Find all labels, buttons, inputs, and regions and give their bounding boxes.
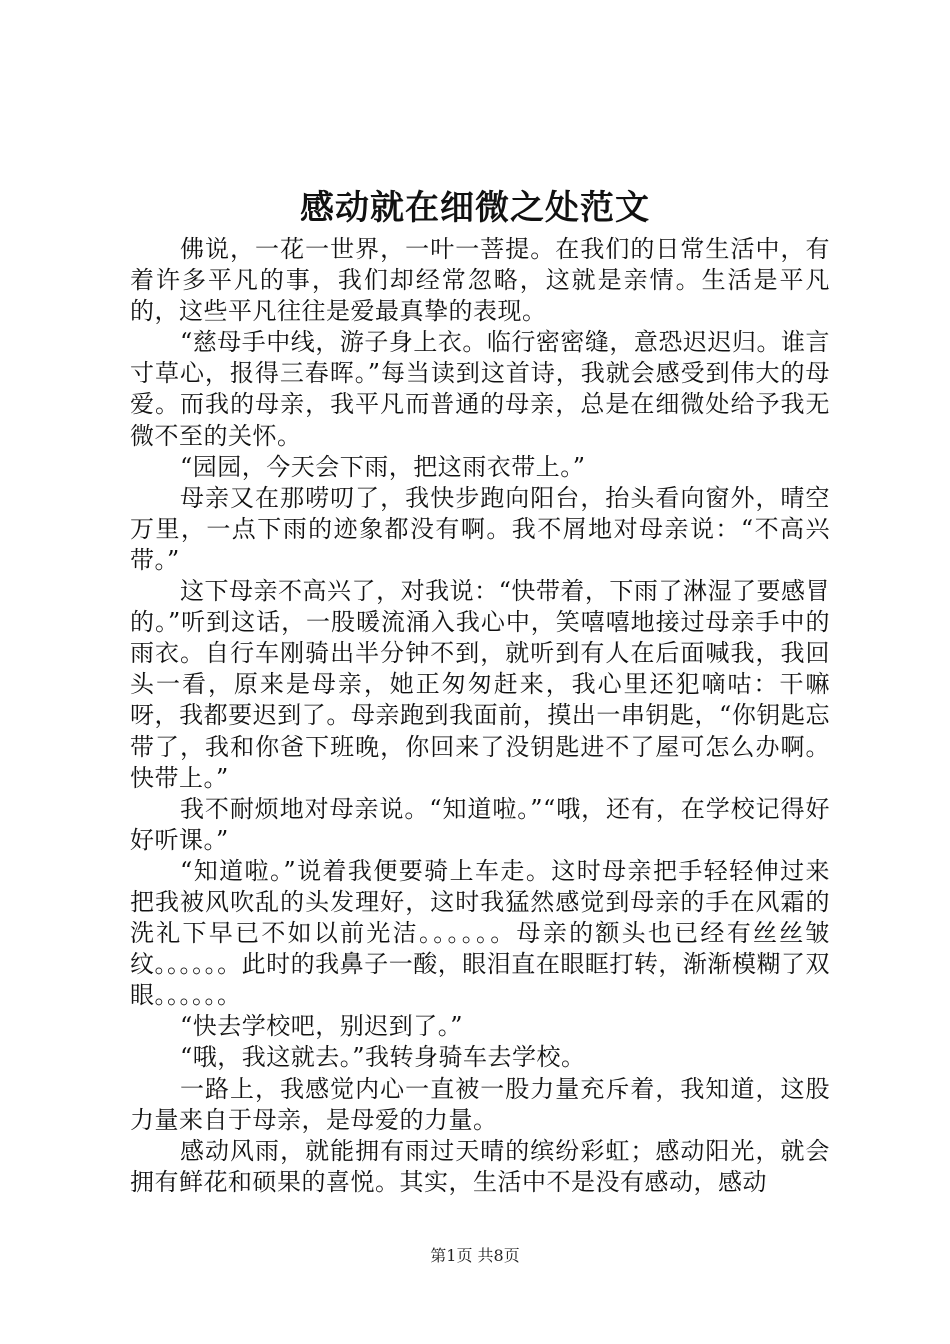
- paragraph: “慈母手中线，游子身上衣。临行密密缝，意恐迟迟归。谁言寸草心，报得三春晖。”每当读到这首诗，我就会感受到伟大的母爱。而我的母亲，我平凡而普通的母亲，总是在细微处给予我无微不至的关怀。: [130, 328, 830, 450]
- document-title: 感动就在细微之处范文: [300, 188, 650, 228]
- document-body: [130, 234, 830, 1198]
- paragraph: “哦，我这就去。”我转身骑车去学校。: [180, 1043, 586, 1072]
- paragraph: 佛说，一花一世界，一叶一菩提。在我们的日常生活中，有着许多平凡的事，我们却经常忽略，这就是亲情。生活是平凡的，这些平凡往往是爱最真挚的表现。: [130, 235, 830, 326]
- paragraph: 一路上，我感觉内心一直被一股力量充斥着，我知道，这股力量来自于母亲，是母爱的力量。: [130, 1074, 830, 1134]
- paragraph: 感动风雨，就能拥有雨过天晴的缤纷彩虹；感动阳光，就会拥有鲜花和硕果的喜悦。其实，生活中不是没有感动，感动: [130, 1136, 830, 1196]
- paragraph: “园园，今天会下雨，把这雨衣带上。”: [180, 452, 586, 481]
- paragraph: “快去学校吧，别迟到了。”: [180, 1012, 464, 1041]
- paragraph: “知道啦。”说着我便要骑上车走。这时母亲把手轻轻伸过来把我被风吹乱的头发理好，这时我猛然感觉到母亲的手在风霜的洗礼下早已不如以前光洁。。。。。。母亲的额头也已经有丝丝皱纹。。。。。。此时的我鼻子一酸，眼泪直在眼眶打转，渐渐模糊了双眼。。。。。。: [130, 856, 830, 1010]
- paragraph: 这下母亲不高兴了，对我说：“快带着，下雨了淋湿了要感冒的。”听到这话，一股暖流涌入我心中，笑嘻嘻地接过母亲手中的雨衣。自行车刚骑出半分钟不到，就听到有人在后面喊我，我回头一看，原来是母亲，她正匆匆赶来，我心里还犯嘀咕：干嘛呀，我都要迟到了。母亲跑到我面前，摸出一串钥匙，“你钥匙忘带了，我和你爸下班晚，你回来了没钥匙进不了屋可怎么办啊。快带上。”: [130, 577, 830, 792]
- paragraph: 我不耐烦地对母亲说。“知道啦。”“哦，还有，在学校记得好好听课。”: [130, 794, 830, 854]
- paragraph: 母亲又在那唠叨了，我快步跑向阳台，抬头看向窗外，晴空万里，一点下雨的迹象都没有啊。我不屑地对母亲说：“不高兴带。”: [130, 483, 830, 574]
- page-number-footer: 第1页 共8页: [430, 1246, 520, 1265]
